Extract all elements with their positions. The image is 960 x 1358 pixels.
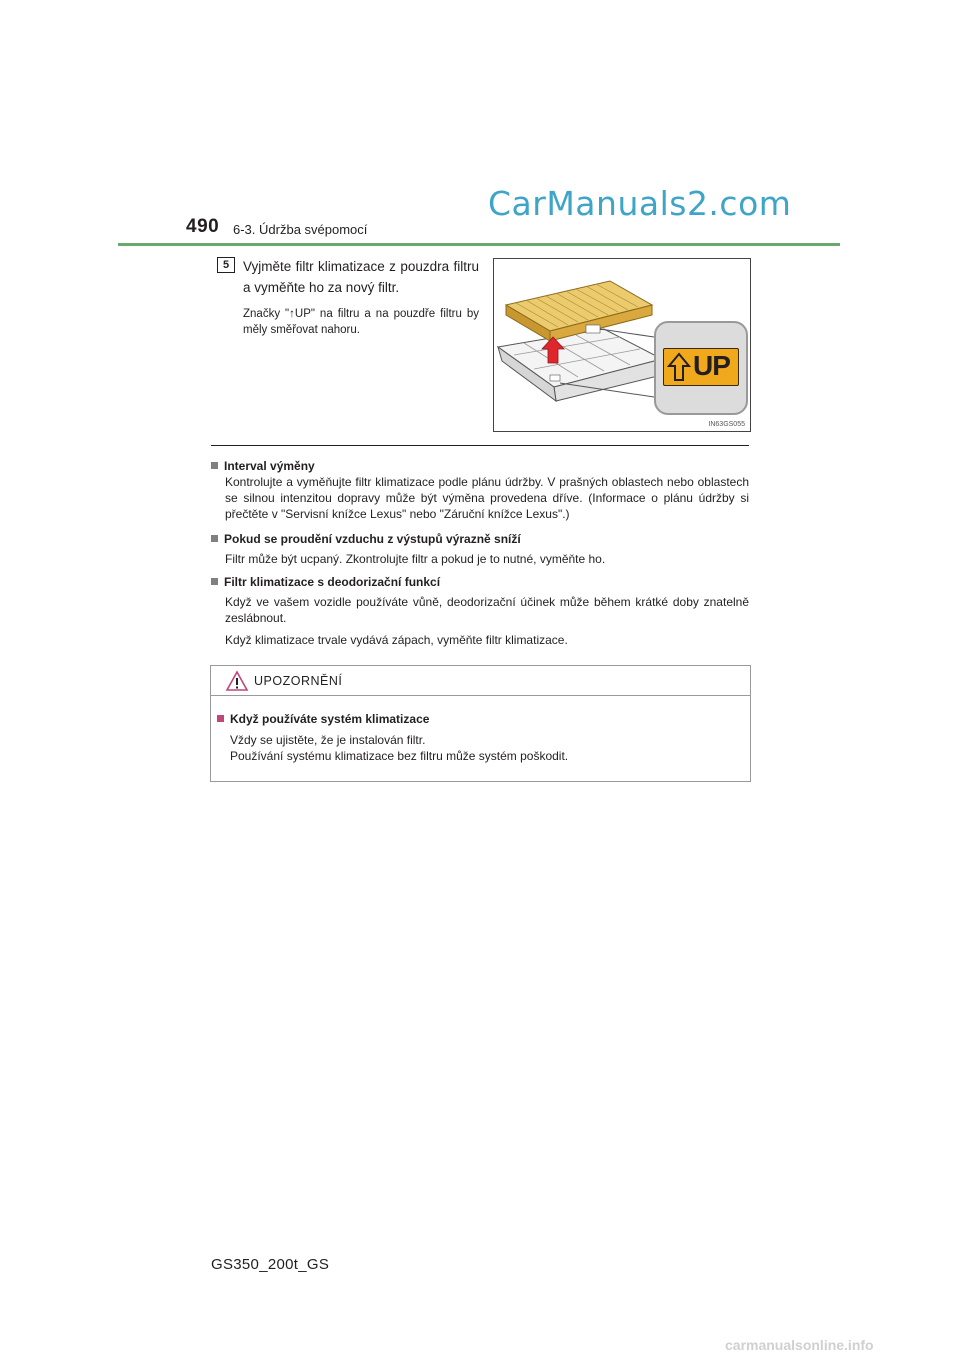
warning-box [210,665,751,782]
step-note: Značky "↑UP" na filtru a na pouzdře filtru by měly směřovat nahoru. [243,308,479,336]
warning-item-title: Když používáte systém klimatizace [217,711,737,727]
square-bullet-icon [211,535,218,542]
up-label-badge [663,348,739,386]
info-item-text: Když ve vašem vozidle používáte vůně, deodorizační účinek může během krátké doby znatelně zeslábnout. [225,595,749,625]
square-bullet-icon [211,578,218,585]
up-arrow-icon [667,352,691,382]
info-item-title: Interval výměny [211,458,749,474]
info-item-text: Filtr může být ucpaný. Zkontrolujte filtr a pokud je to nutné, vyměňte ho. [225,552,606,566]
warning-header [211,666,750,696]
square-bullet-icon [217,715,224,722]
info-item-text: Kontrolujte a vyměňujte filtr klimatizace podle plánu údržby. V prašných oblastech nebo oblastech se silnou intenzitou dopravy může být výměna provedena dříve. (Informace o plánu údržby si přečtěte v "Servisní knížce Lexus" nebo "Záruční knížce Lexus".) [225,475,749,521]
step-number-badge: 5 [217,257,235,273]
up-label-text: UP [693,350,730,381]
warning-triangle-icon [225,670,249,692]
square-bullet-icon [211,462,218,469]
info-item-airflow [211,531,749,567]
info-item-title: Filtr klimatizace s deodorizační funkcí [211,574,749,590]
warning-title: UPOZORNĚNÍ [254,674,343,688]
warning-line: Používání systému klimatizace bez filtru může systém poškodit. [230,749,569,763]
filter-illustration [493,258,751,432]
section-title: 6-3. Údržba svépomocí [233,222,368,237]
footer-model: GS350_200t_GS [211,1256,330,1273]
info-item-title: Pokud se proudění vzduchu z výstupů výrazně sníží [211,531,749,547]
info-item-text: Když klimatizace trvale vydává zápach, vyměňte filtr klimatizace. [225,633,568,647]
site-watermark: carmanualsonline.info [725,1337,874,1353]
warning-item [217,711,737,764]
page-number: 490 [186,216,220,237]
watermark-logo: CarManuals2.com [488,184,792,223]
section-divider [211,445,749,446]
up-callout [654,321,748,415]
info-item-interval [211,458,749,522]
figure-code: IN63GS055 [708,421,745,428]
header-rule [118,243,840,246]
info-item-deodorizing [211,574,749,648]
warning-line: Vždy se ujistěte, že je instalován filtr. [230,733,426,747]
step-instruction: Vyjměte filtr klimatizace z pouzdra filtru a vyměňte ho za nový filtr. [243,259,479,295]
